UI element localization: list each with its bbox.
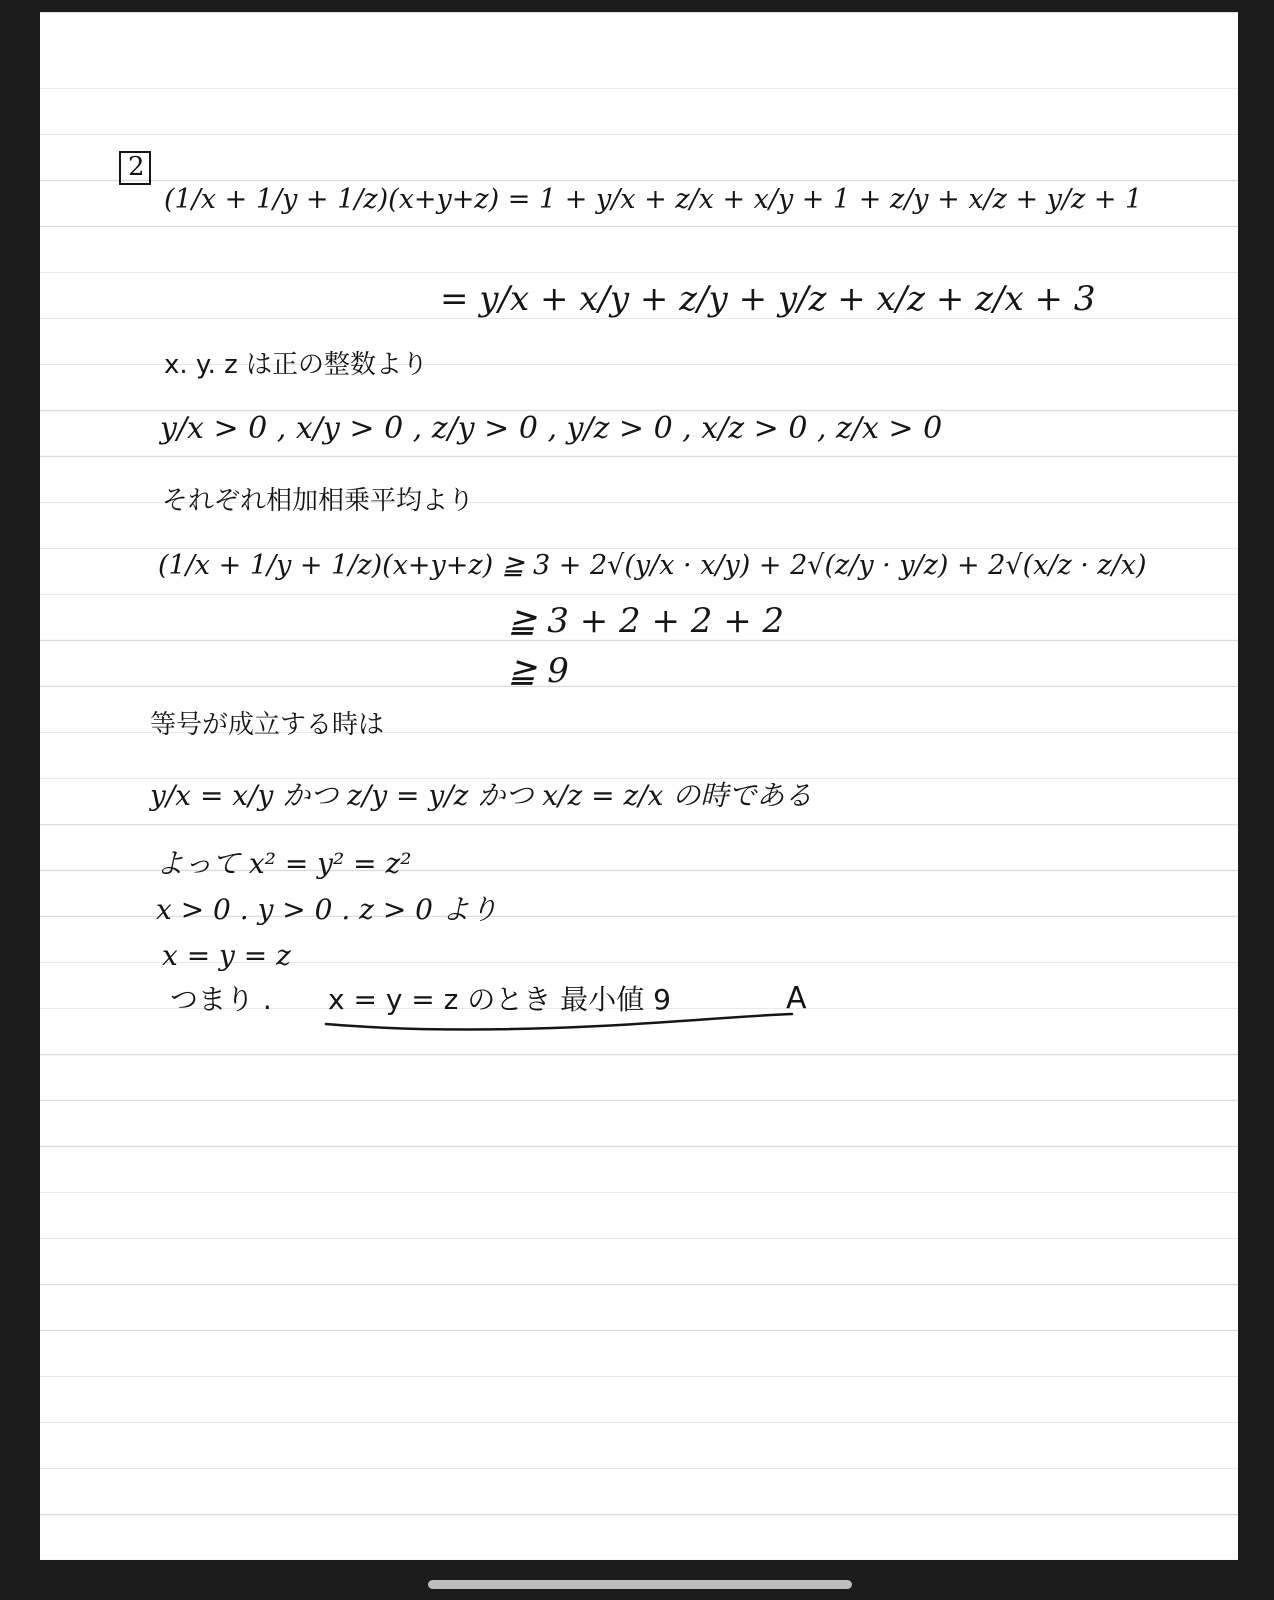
equality-condition-intro: 等号が成立する時は [150, 710, 385, 740]
equality-condition-line: y/x = x/y かつ z/y = y/z かつ x/z = z/x の時である [150, 779, 813, 812]
inequality-line-1: (1/x + 1/y + 1/z)(x+y+z) ≧ 3 + 2√(y/x · x/y) + 2√(z/y · y/z) + 2√(x/z · z/x) [158, 550, 1147, 581]
am-gm-intro: それぞれ相加相乗平均より [162, 486, 475, 516]
equation-line-2: = y/x + x/y + z/y + y/z + x/z + z/x + 3 [440, 279, 1096, 319]
inequality-line-2: ≧ 3 + 2 + 2 + 2 [508, 601, 785, 641]
notebook-page [40, 12, 1238, 1560]
equation-line-1: (1/x + 1/y + 1/z)(x+y+z) = 1 + y/x + z/x + x/y + 1 + z/y + x/z + y/z + 1 [164, 184, 1143, 215]
equal-variables-line: x = y = z [162, 939, 291, 972]
conclusion-answer: x = y = z のとき 最小値 9 [328, 983, 671, 1016]
squares-line: よって x² = y² = z² [156, 847, 412, 880]
conclusion-prefix: つまり . [170, 983, 272, 1016]
problem-number: 2 [128, 152, 145, 182]
premise-line: x. y. z は正の整数より [164, 350, 429, 380]
inequality-line-3: ≧ 9 [508, 651, 569, 691]
home-indicator-bar[interactable] [428, 1580, 852, 1589]
positivity-line: y/x > 0 , x/y > 0 , z/y > 0 , y/z > 0 , x/z > 0 , z/x > 0 [160, 411, 943, 446]
answer-underline [40, 12, 1238, 1560]
positive-condition-line: x > 0 . y > 0 . z > 0 より [156, 893, 498, 926]
answer-mark: A [786, 981, 807, 1016]
